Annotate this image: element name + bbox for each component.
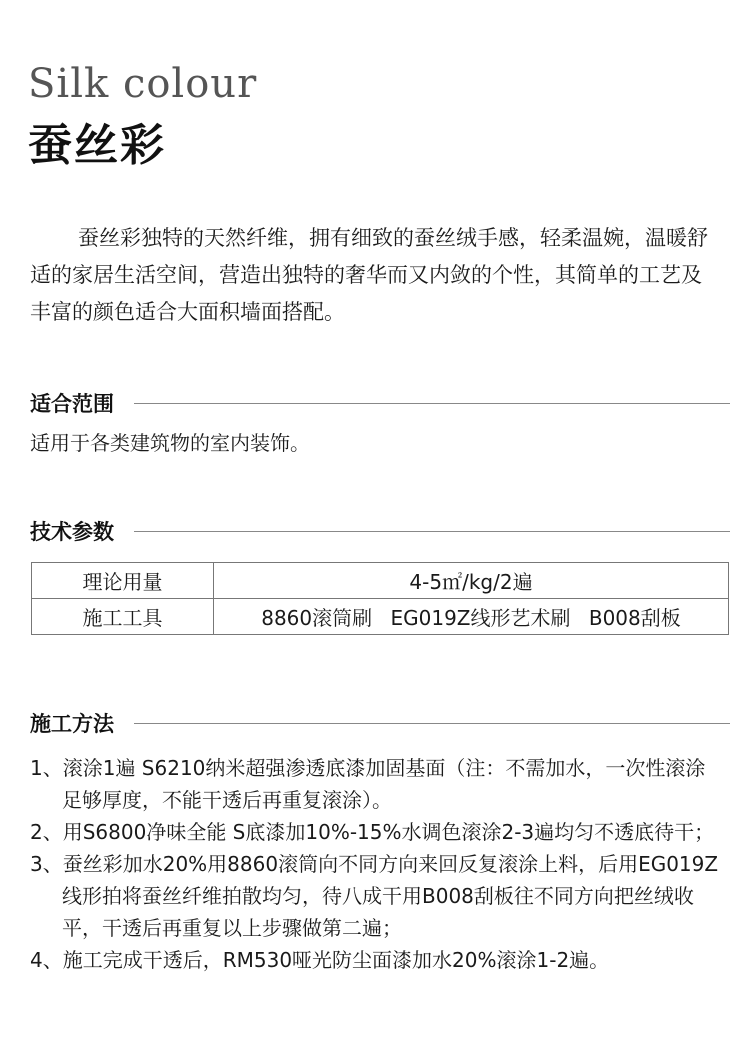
divider-line [134, 723, 730, 724]
list-item: 3、蚕丝彩加水20%用8860滚筒向不同方向来回反复滚涂上料，后用EG019Z线形拍将蚕丝纤维拍散均匀，待八成干用B008刮板往不同方向把丝绒收平，干透后再重复以上步骤做第二遍； [30, 852, 719, 940]
scope-text: 适用于各类建筑物的室内装饰。 [30, 431, 310, 455]
scope-section-header [30, 388, 730, 418]
param-value: 8860滚筒刷 EG019Z线形艺术刷 B008刮板 [214, 599, 729, 635]
intro-paragraph: 蚕丝彩独特的天然纤维，拥有细致的蚕丝绒手感，轻柔温婉，温暖舒适的家居生活空间，营造出独特的奢华而又内敛的个性，其简单的工艺及丰富的颜色适合大面积墙面搭配。 [30, 226, 708, 324]
scope-heading: 适合范围 [30, 392, 114, 416]
param-value: 4-5㎡/kg/2遍 [214, 563, 729, 599]
param-label: 施工工具 [32, 599, 214, 635]
list-item: 2、用S6800净味全能 S底漆加10%-15%水调色滚涂2-3遍均匀不透底待干； [30, 820, 715, 844]
english-title: Silk colour [28, 61, 258, 107]
method-steps-list [30, 752, 720, 976]
method-heading: 施工方法 [30, 712, 114, 736]
table-row [32, 563, 729, 599]
divider-line [134, 403, 730, 404]
divider-line [134, 531, 730, 532]
table-row [32, 599, 729, 635]
list-item: 4、施工完成干透后，RM530哑光防尘面漆加水20%滚涂1-2遍。 [30, 948, 610, 972]
params-table [31, 562, 729, 635]
method-section-header [30, 708, 730, 738]
param-label: 理论用量 [32, 563, 214, 599]
params-heading: 技术参数 [30, 520, 114, 544]
chinese-title: 蚕丝彩 [28, 120, 166, 171]
list-item: 1、滚涂1遍 S6210纳米超强渗透底漆加固基面（注：不需加水，一次性滚涂足够厚度，不能干透后再重复滚涂）。 [30, 756, 706, 812]
params-section-header [30, 516, 730, 546]
